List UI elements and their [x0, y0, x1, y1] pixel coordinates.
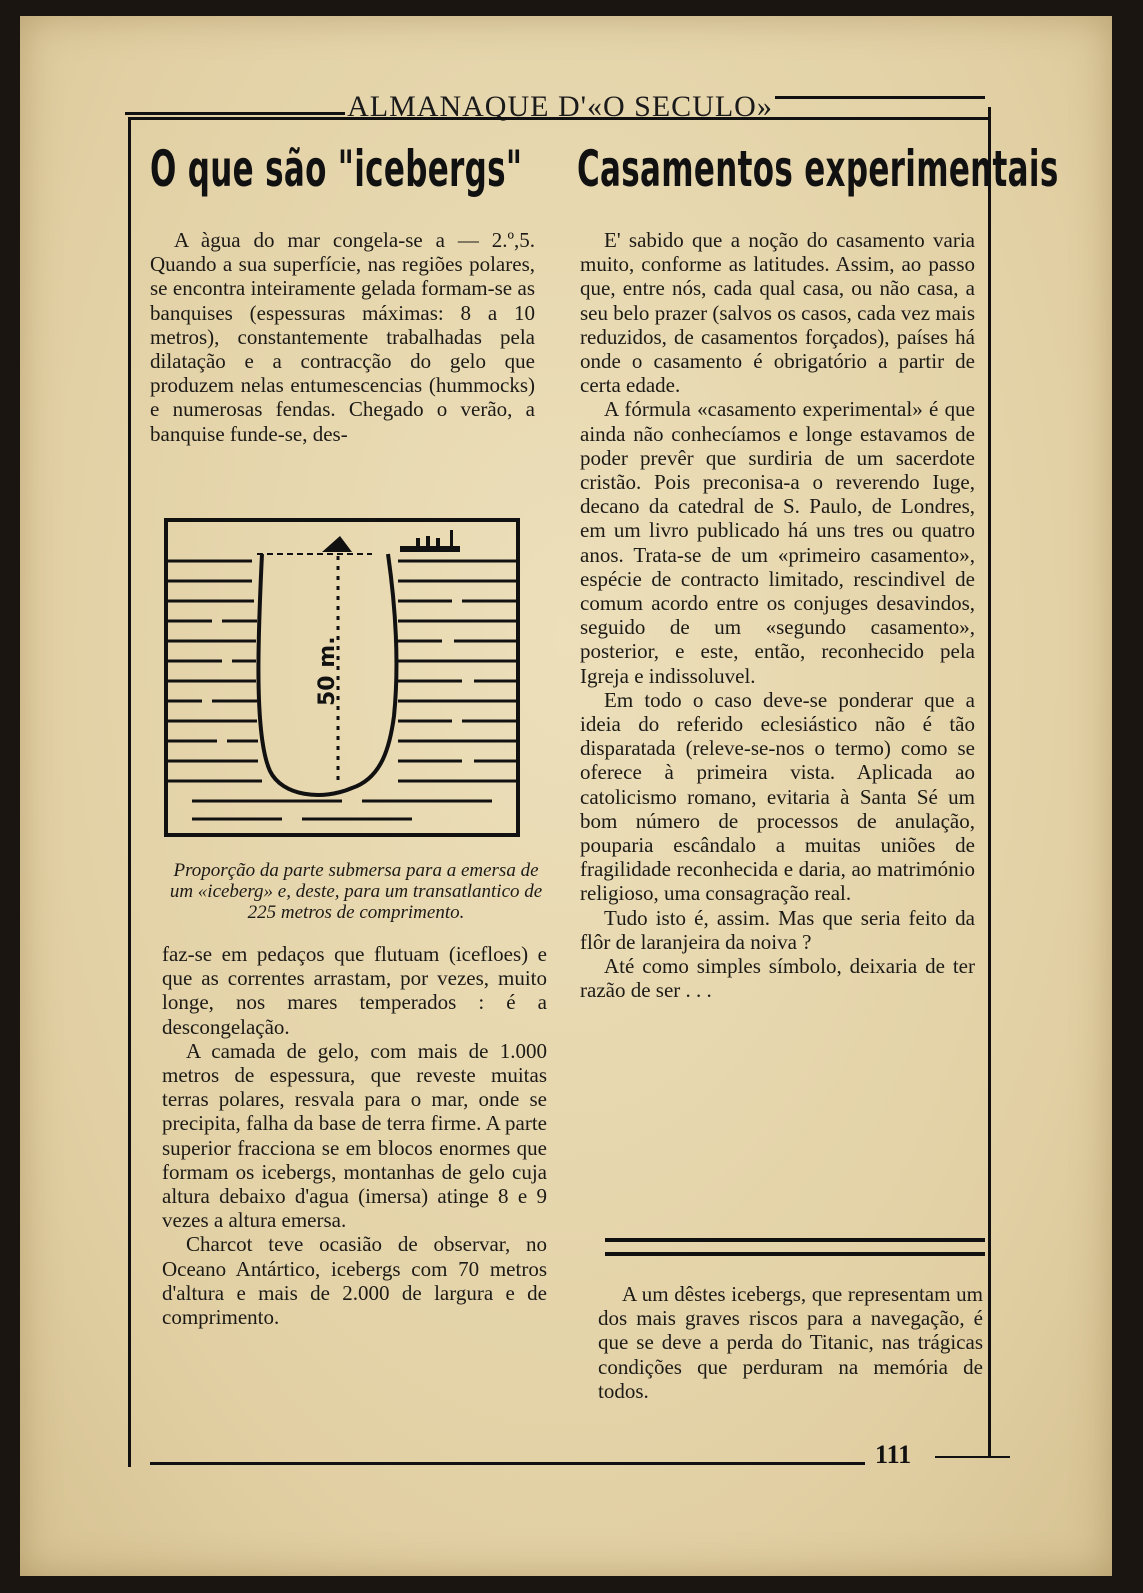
page-number: 111 — [875, 1440, 912, 1469]
left-paragraph: faz-se em pedaços que flutuam (icefloes) e que as correntes arrastam, por vezes, muito longe, nos mares temperados : é a descongelação. — [162, 942, 547, 1039]
figure-caption: Proporção da parte submersa para a emersa de um «iceberg» e, deste, para um transatlantico de 225 metros de comprimento. — [169, 860, 543, 923]
almanac-title: ALMANAQUE D'«O SECULO» — [347, 90, 773, 123]
diagram-border — [166, 520, 518, 835]
left-paragraph: A camada de gelo, com mais de 1.000 metros de espessura, que reveste muitas terras polares, resvala para o mar, onde se precipita, falha da base de terra firme. A parte superior fracciona se em blocos enormes que formam os icebergs, montanhas de gelo cuja altura debaixo d'agua (imersa) atinge 8 e 9 vezes a altura emersa. — [162, 1038, 547, 1233]
left-headline: O que são "icebergs" — [150, 140, 523, 198]
depth-label: 50 m. — [315, 636, 340, 706]
running-header — [125, 90, 985, 130]
left-column-top — [150, 228, 535, 446]
note-block — [598, 1282, 983, 1403]
right-headline: Casamentos experimentais — [577, 140, 1059, 198]
page-number-rule — [935, 1456, 1010, 1458]
iceberg-tip — [322, 536, 352, 552]
right-paragraph: A fórmula «casamento experimental» é que ainda não conhecíamos e longe estavamos de poder prevêr que surdiria de um sacerdote cristão. Pois preconisa-a o reverendo Iuge, decano da catedral de S. Paulo, de Londres, em um livro publicado há uns tres ou quatro anos. Trata-se de um «primeiro casamento», espécie de contracto limitado, rescindivel de comum acordo entre os conjuges desavindos, seguido de um «segundo casamento», posterior, e este, então, reconhecido pela Igreja e indissoluvel. — [580, 397, 975, 688]
right-paragraph: Tudo isto é, assim. Mas que seria feito da flôr de laranjeira da noiva ? — [580, 905, 975, 954]
frame-bottom-rule — [150, 1462, 865, 1465]
frame-right-rule — [988, 107, 991, 1457]
frame-top-rule — [128, 117, 990, 120]
separator-rule — [605, 1238, 985, 1242]
header-rule-left — [125, 112, 345, 115]
header-rule-right — [775, 96, 985, 99]
left-paragraph: Charcot teve ocasião de observar, no Oceano Antártico, icebergs com 70 metros d'altura e mais de 2.000 de largura e de comprimento. — [162, 1232, 547, 1330]
right-paragraph: E' sabido que a noção do casamento varia muito, conforme as latitudes. Assim, ao passo que, entre nós, cada qual casa, ou não casa, a seu belo prazer (salvos os casos, cada vez mais reduzidos, de casamentos forçados), países há onde o casamento é obrigatório a partir de certa edade. — [580, 228, 975, 398]
right-column — [580, 228, 975, 1003]
iceberg-diagram — [162, 516, 534, 846]
right-paragraph: Até como simples símbolo, deixaria de ter razão de ser . . . — [580, 954, 975, 1003]
note-text: A um dêstes icebergs, que representam um dos mais graves riscos para a navegação, é que se deve a perda do Titanic, nas trágicas condições que perduram na memória de todos. — [598, 1282, 983, 1403]
water-lines — [168, 561, 516, 819]
left-column-bottom — [162, 942, 547, 1329]
right-paragraph: Em todo o caso deve-se ponderar que a ideia do referido eclesiástico não é tão disparatada (releve-se-nos o termo) como se oferece à primeira vista. Aplicada ao catolicismo romano, evitaria à Santa Sé um bom número de processos de anulação, pouparia escândalo a muitas uniões de fragilidade reconhecida e daria, ao matrimónio religioso, uma consagração real. — [580, 687, 975, 906]
frame-left-rule — [128, 117, 131, 1467]
left-paragraph: A àgua do mar congela-se a — 2.º,5. Quando a sua superfície, nas regiões polares, se encontra inteiramente gelada formam-se as banquises (espessuras máximas: 8 a 10 metros), constantemente trabalhadas pela dilatação e a contracção do gelo que produzem nelas entumescencias (hummocks) e numerosas fendas. Chegado o verão, a banquise funde-se, des- — [150, 228, 535, 446]
ship-icon — [400, 530, 460, 552]
separator-rule — [605, 1252, 985, 1256]
